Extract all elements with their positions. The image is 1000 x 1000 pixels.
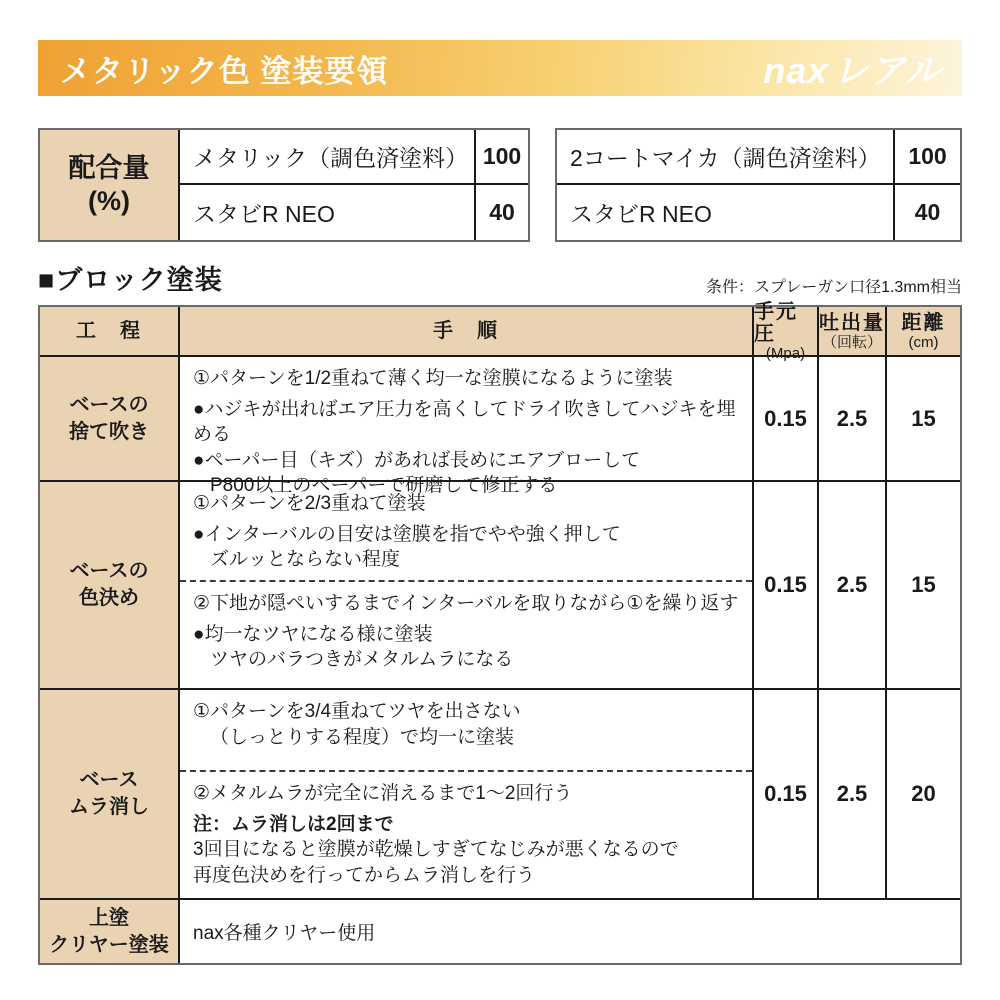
procedure-line: ●ペーパー目（キズ）があれば長めにエアブローして [193,449,641,471]
distance-value-row3: 20 [887,690,960,900]
mix-ratio-header-line2: (%) [88,186,130,216]
procedure-line: P800以上のペーパーで研磨して修正する [210,475,558,496]
mix-left-row1-value: 100 [476,130,528,185]
procedure-line: ①パターンを3/4重ねてツヤを出さない [193,701,521,722]
pressure-value-row2: 0.15 [754,482,819,690]
section-title-block-painting: ■ブロック塗装 [38,265,223,295]
procedure-cell-base-tack-coat [180,357,754,496]
distance-value-row1: 15 [887,357,960,482]
procedure-line: （しっとりする程度）で均一に塗装 [210,726,515,748]
process-table [38,300,962,965]
procedure-line: ●均一なツヤになる様に塗装 [193,623,433,645]
procedure-step1-group [180,482,752,582]
procedure-step2-group [180,582,752,688]
procedure-line: ●インターバルの目安は塗膜を指でやや強く押して [193,523,621,545]
mix-right-row1-value: 100 [895,130,960,185]
col-header-pressure: 手元圧 (Mpa) [754,307,819,357]
procedure-line: ①パターンを1/2重ねて薄く均一な塗膜になるように塗装 [193,368,673,389]
mix-ratio-table-mica [555,128,962,242]
procedure-line: ②メタルムラが完全に消えるまで1～2回行う [193,783,573,804]
col-header-process: 工 程 [40,307,180,357]
col-header-distance: 距離 (cm) [887,307,960,357]
col-header-procedure: 手 順 [180,307,754,357]
mix-left-row1-name: メタリック（調色済塗料） [180,130,476,185]
mix-right-row2-name: スタビR NEO [557,185,895,240]
output-value-row2: 2.5 [819,482,887,690]
col-header-output: 吐出量 （回転） [819,307,887,357]
spray-gun-condition-note: 条件：スプレーガン口径1.3mm相当 [706,279,962,296]
pressure-value-row3: 0.15 [754,690,819,900]
procedure-line: ②下地が隠ぺいするまでインターバルを取りながら①を繰り返す [193,593,739,614]
nax-real-logo [763,43,942,94]
output-value-row3: 2.5 [819,690,887,900]
procedure-line: 3回目になると塗膜が乾燥しすぎてなじみが悪くなるので [193,839,679,860]
procedure-line: ツヤのバラつきがメタルムラになる [210,649,514,670]
mix-right-row1-name: 2コートマイカ（調色済塗料） [557,130,895,185]
procedure-step1-group [180,690,752,772]
procedure-cell-base-mottling-removal [180,690,754,900]
page-title: メタリック色 塗装要領 [60,53,389,89]
distance-value-row2: 15 [887,482,960,690]
procedure-note-line: 注：ムラ消しは2回まで [193,813,394,835]
process-cell-base-tack-coat: ベースの 捨て吹き [40,357,180,482]
mix-left-row2-name: スタビR NEO [180,185,476,240]
procedure-line: 再度色決めを行ってからムラ消しを行う [193,864,536,886]
process-cell-base-mottling-removal: ベース ムラ消し [40,690,180,900]
brand-real: レアル [832,49,942,91]
process-cell-clear-coat: 上塗 クリヤー塗装 [40,900,180,963]
procedure-line: ①パターンを2/3重ねて塗装 [193,493,426,514]
mix-ratio-table-metallic [38,128,530,242]
procedure-cell-base-color-decision [180,482,754,690]
pressure-value-row1: 0.15 [754,357,819,482]
procedure-line: ●ハジキが出ればエア圧力を高くしてドライ吹きしてハジキを埋める [193,398,736,445]
procedure-step2-group [180,772,752,898]
output-value-row1: 2.5 [819,357,887,482]
process-cell-base-color-decision: ベースの 色決め [40,482,180,690]
mix-ratio-header-line1: 配合量 [68,153,150,183]
brand-nax: nax [763,49,829,91]
header-banner [38,40,962,96]
procedure-cell-clear-coat: nax各種クリヤー使用 [193,923,376,944]
procedure-line: ズルッとならない程度 [210,549,401,570]
mix-ratio-header [40,130,180,240]
mix-right-row2-value: 40 [914,199,941,225]
mix-left-row2-value: 40 [489,199,515,225]
